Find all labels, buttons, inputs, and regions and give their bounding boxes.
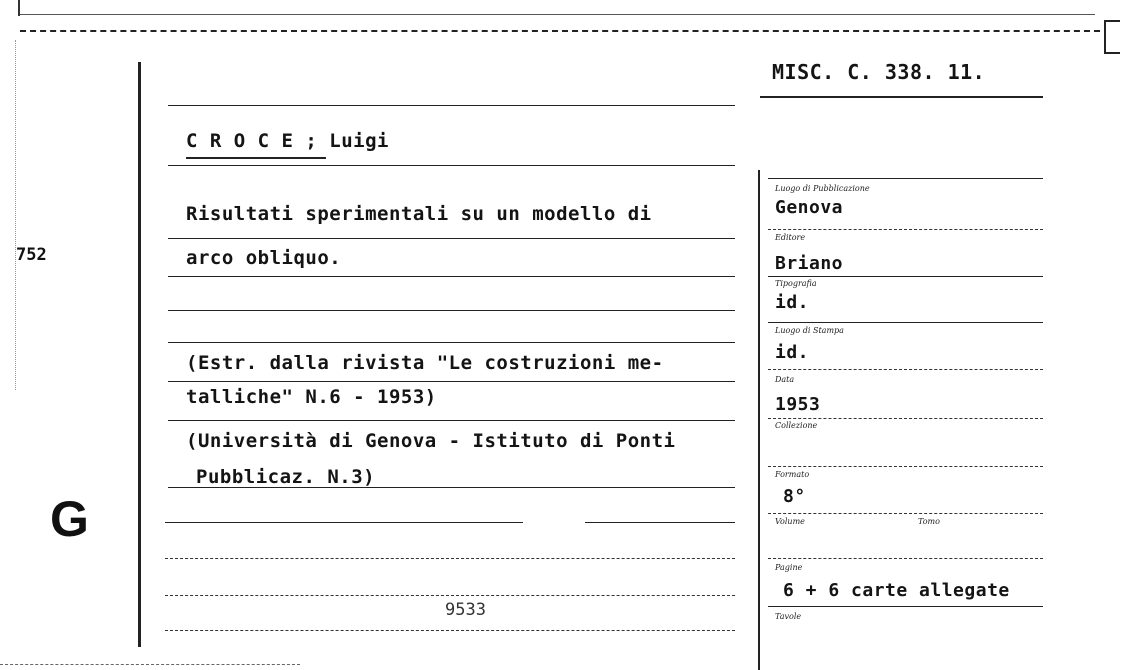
shelfmark: MISC. C. 338. 11. [772,60,986,84]
rule-lower-1b [585,522,735,523]
note-line-3: (Università di Genova - Istituto di Ponti [186,430,676,452]
rule-lower-3 [165,595,735,596]
label-data: Data [775,375,795,384]
shelfmark-underline [760,96,1043,98]
fields-left-rule [758,170,760,670]
label-tavole: Tavole [775,612,802,621]
top-edge-line [20,30,1100,32]
rule-volume [768,558,1043,559]
inventory-number: 9533 [445,600,486,620]
rule-lower-4 [165,630,735,631]
note-line-4: Pubblicaz. N.3) [196,466,376,488]
rule-blank-1 [168,310,735,311]
top-edge-line-upper [20,14,1095,15]
rule-below-author [168,165,735,166]
rule-title-2 [168,276,735,277]
label-collezione: Collezione [775,421,818,430]
value-editore: Briano [775,253,844,274]
value-luogo-pubblicazione: Genova [775,197,844,218]
label-luogo-pubblicazione: Luogo di Pubblicazione [775,184,870,193]
note-line-1: (Estr. dalla rivista "Le costruzioni me- [186,352,664,374]
label-tomo: Tomo [918,517,940,526]
rule-lower-1 [165,522,523,523]
right-edge-bracket [1104,20,1120,54]
rule-title-1 [168,238,735,239]
label-editore: Editore [775,233,806,242]
label-pagine: Pagine [775,563,803,572]
label-tipografia: Tipografia [775,279,817,288]
left-margin-letter: G [50,491,89,547]
rule-editore [768,276,1043,277]
fields-top-rule [768,178,1043,179]
rule-above-author [168,105,735,106]
rule-note-2 [168,420,735,421]
rule-blank-2 [168,342,735,343]
left-margin-number: 752 [16,245,47,265]
note-line-2: talliche" N.6 - 1953) [186,386,437,408]
rule-lower-2 [165,558,735,559]
value-luogo-stampa: id. [775,342,810,363]
rule-note-1 [168,381,735,382]
title-line-2: arco obliquo. [186,247,342,269]
rule-collezione [768,466,1043,467]
author-heading: C R O C E ; Luigi [186,130,389,152]
top-edge-left-tick [18,0,20,16]
label-formato: Formato [775,470,810,479]
author-surname-underline [186,157,326,159]
label-volume: Volume [775,517,805,526]
edge-left-faint [15,40,16,390]
title-line-1: Risultati sperimentali su un modello di [186,203,652,225]
rule-luogo-pubblicazione [768,229,1043,230]
rule-pagine [768,606,1043,607]
card-left-rule [138,62,141,647]
label-luogo-stampa: Luogo di Stampa [775,326,844,335]
value-data: 1953 [775,394,821,415]
rule-note-3 [168,487,735,488]
bottom-edge-line [0,664,300,665]
rule-luogo-stampa [768,369,1043,370]
value-formato: 8° [783,486,806,507]
rule-tipografia [768,322,1043,323]
rule-formato [768,513,1043,514]
value-pagine: 6 + 6 carte allegate [783,580,1010,601]
rule-data [768,418,1043,419]
value-tipografia: id. [775,292,810,313]
